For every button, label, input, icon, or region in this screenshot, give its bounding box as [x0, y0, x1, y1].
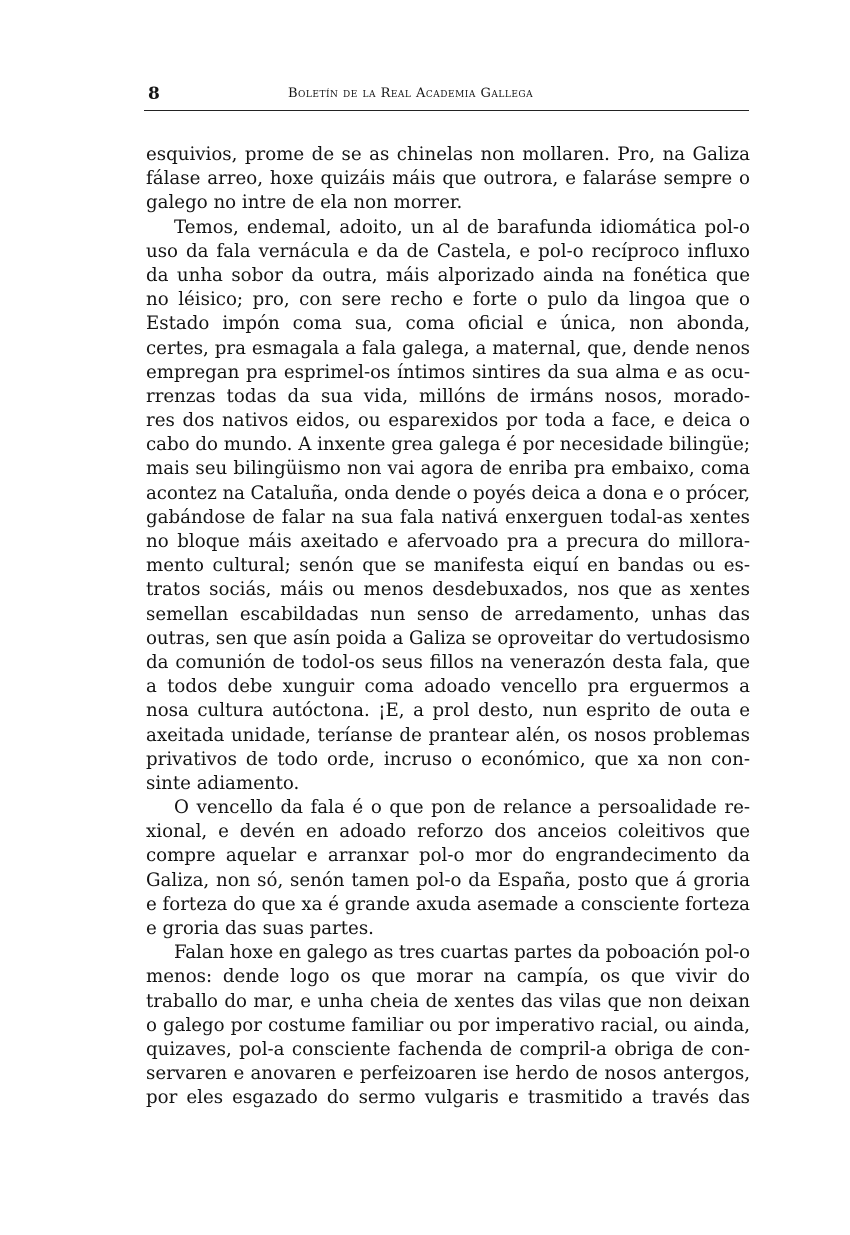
text-line: O vencello da fala é o que pon de relance a persoalidade re- — [174, 797, 750, 819]
text-line: traballo do mar, e unha cheia de xentes das vilas que non deixan — [146, 990, 750, 1012]
text-line: a todos debe xunguir coma adoado vencello pra erguermos a — [146, 676, 750, 698]
text-line: esquivios, prome de se as chinelas non mollaren. Pro, na Galiza — [146, 144, 750, 165]
text-line: sinte adiamento. — [146, 772, 300, 794]
header-rule — [144, 110, 749, 111]
paragraph — [146, 941, 750, 1110]
text-line: empregan pra esprimel-os íntimos sintires da sua alma e as ocu- — [146, 361, 750, 383]
text-line: rrenzas todas da sua vida, millóns de irmáns nosos, morado- — [146, 385, 750, 407]
text-line: nosa cultura autóctona. ¡E, a prol desto, nun esprito de outa e — [146, 700, 750, 722]
text-line: Estado impón coma sua, coma oficial e única, non abonda, — [146, 313, 750, 335]
paragraph — [146, 796, 750, 941]
text-line: menos: dende logo os que morar na campía, os que vivir do — [146, 966, 750, 988]
text-line: da comunión de todol-os seus fillos na venerazón desta fala, que — [146, 651, 750, 673]
text-line: fálase arreo, hoxe quizáis máis que outrora, e falaráse sempre o — [146, 168, 750, 190]
text-line: tratos sociás, máis ou menos desdebuxados, nos que as xentes — [146, 579, 750, 601]
text-line: por eles esgazado do sermo vulgaris e trasmitido a través das — [146, 1087, 750, 1109]
text-line: Temos, endemal, adoito, un al de barafunda idiomática pol-o — [174, 216, 750, 238]
text-line: semellan escabildadas nun senso de arredamento, unhas das — [146, 603, 750, 625]
running-title: Boletín de la Real Academia Gallega — [288, 86, 534, 101]
text-line: no léisico; pro, con sere recho e forte o pulo da lingoa que o — [146, 289, 750, 311]
text-line: mais seu bilingüismo non vai agora de enriba pra embaixo, coma — [146, 458, 750, 480]
text-line: e forteza do que xa é grande axuda asemade a consciente forteza — [146, 893, 750, 915]
text-line: o galego por costume familiar ou por imperativo racial, ou ainda, — [146, 1014, 750, 1036]
text-line: certes, pra esmagala a fala galega, a maternal, que, dende nenos — [146, 337, 750, 359]
text-line: axeitada unidade, teríanse de prantear alén, os nosos problemas — [146, 724, 750, 746]
paragraph — [146, 143, 750, 216]
text-line: Galiza, non só, senón tamen pol-o da España, posto que á groria — [146, 869, 750, 891]
text-line: gabándose de falar na sua fala nativá enxerguen todal-as xentes — [146, 506, 750, 528]
text-line: quizaves, pol-a consciente fachenda de compril-a obriga de con- — [146, 1038, 750, 1060]
text-line: outras, sen que asín poida a Galiza se oproveitar do vertudosismo — [146, 627, 750, 649]
text-line: compre aquelar e arranxar pol-o mor do engrandecimento da — [146, 845, 750, 867]
text-line: mento cultural; senón que se manifesta eiquí en bandas ou es- — [146, 555, 750, 577]
text-line: da unha sobor da outra, máis alporizado ainda na fonética que — [146, 264, 750, 286]
body-text — [146, 143, 750, 1111]
text-line: privativos de todo orde, incruso o económico, que xa non con- — [146, 748, 750, 770]
text-line: acontez na Cataluña, onda dende o poyés deica a dona e o prócer, — [146, 482, 750, 504]
paragraph — [146, 216, 750, 797]
text-line: servaren e anovaren e perfeizoaren ise herdo de nosos antergos, — [146, 1063, 750, 1085]
text-line: cabo do mundo. A inxente grea galega é por necesidade bilingüe; — [146, 434, 750, 456]
text-line: Falan hoxe en galego as tres cuartas partes da poboación pol-o — [174, 942, 750, 964]
text-line: e groria das suas partes. — [146, 918, 374, 939]
page-header — [148, 84, 748, 106]
text-line: uso da fala vernácula e da de Castela, e pol-o recíproco influxo — [146, 240, 750, 262]
text-line: res dos nativos eidos, ou esparexidos por toda a face, e deica o — [146, 410, 750, 432]
text-line: no bloque máis axeitado e afervoado pra a precura do millora- — [146, 531, 750, 552]
text-line: xional, e devén en adoado reforzo dos anceios coleitivos que — [146, 821, 750, 843]
text-line: galego no intre de ela non morrer. — [146, 192, 463, 214]
page-number: 8 — [148, 84, 160, 104]
